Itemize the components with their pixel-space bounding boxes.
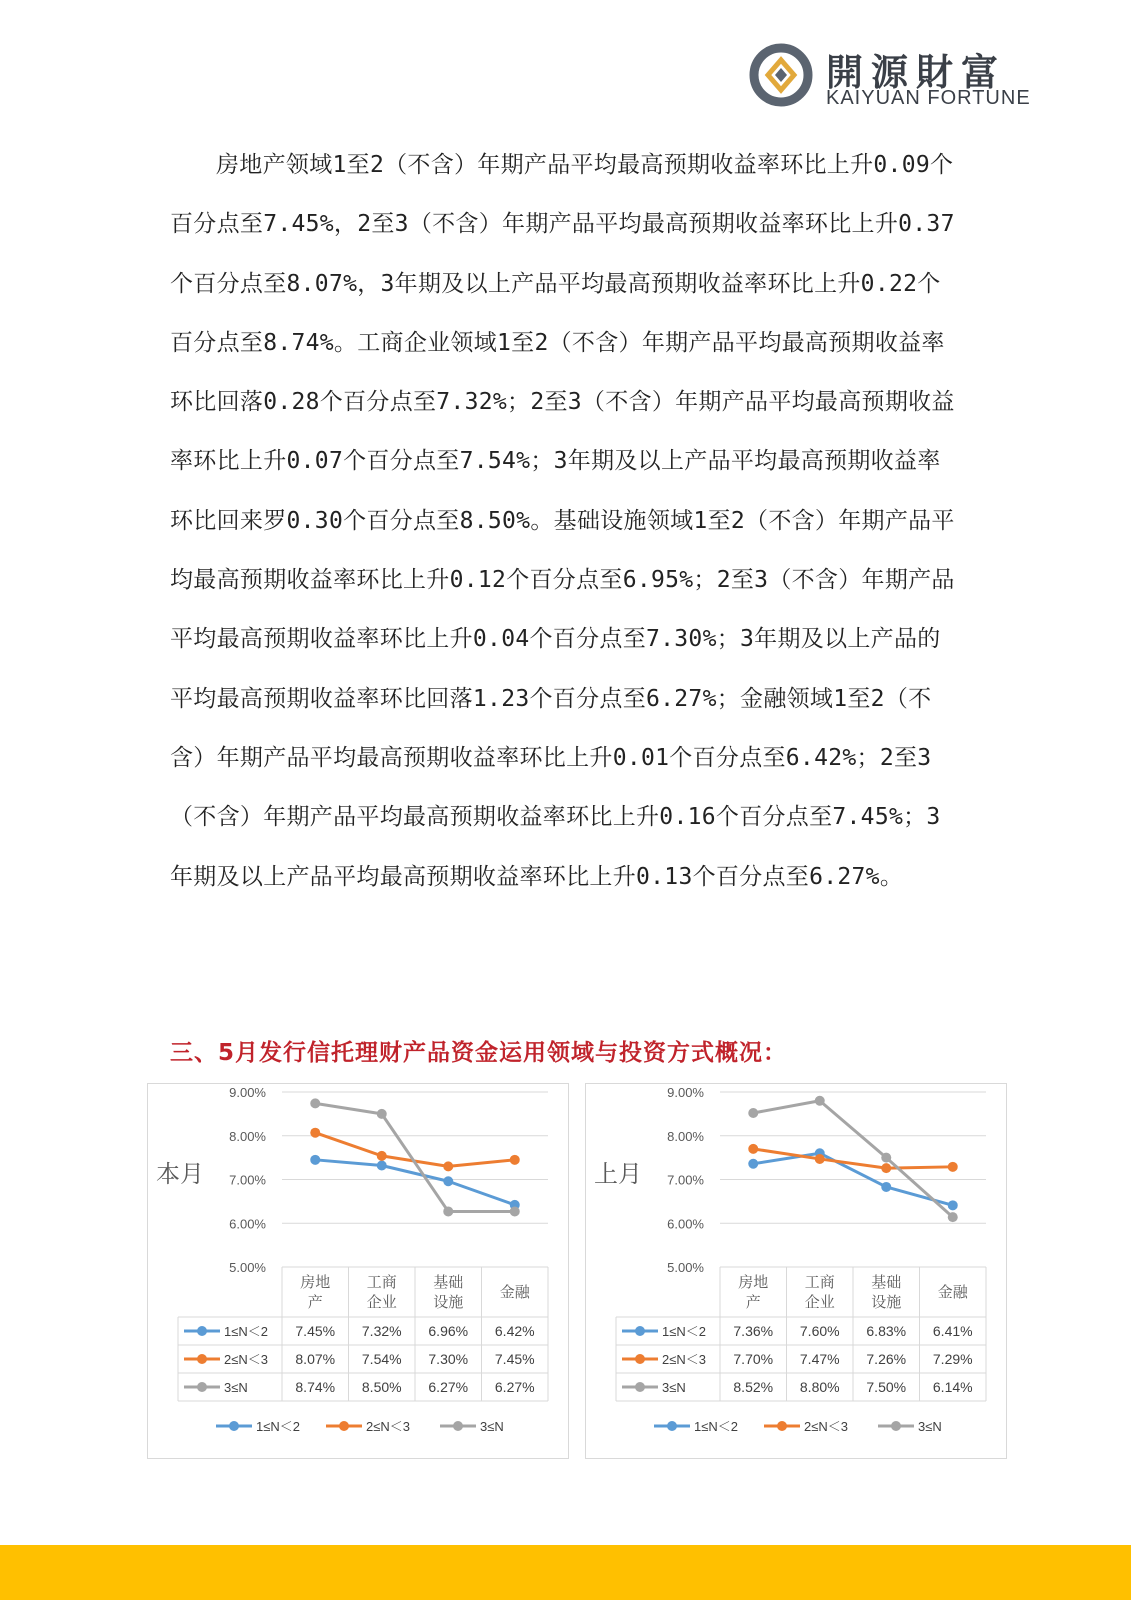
legend-label: 1≤N＜2 [256, 1419, 300, 1434]
series-name: 1≤N＜2 [224, 1324, 268, 1339]
table-legend-marker [635, 1354, 645, 1364]
category-label: 金融 [937, 1283, 968, 1301]
category-label: 基础 [433, 1273, 464, 1291]
data-label: 7.45% [494, 1351, 535, 1367]
legend-marker [777, 1421, 787, 1431]
data-point [443, 1161, 453, 1171]
series-name: 3≤N [224, 1380, 248, 1395]
data-point [881, 1182, 891, 1192]
series-name: 2≤N＜3 [224, 1352, 268, 1367]
chart-previous-month-svg [586, 1084, 1006, 1458]
data-label: 7.30% [428, 1351, 469, 1367]
data-point [815, 1096, 825, 1106]
data-point [748, 1108, 758, 1118]
legend-marker [453, 1421, 463, 1431]
legend-label: 2≤N＜3 [804, 1419, 848, 1434]
data-point [748, 1159, 758, 1169]
data-point [310, 1155, 320, 1165]
category-label: 企业 [804, 1293, 835, 1311]
category-label: 产 [307, 1293, 323, 1311]
data-label: 7.26% [866, 1351, 907, 1367]
kaiyuan-logo-icon [748, 42, 814, 108]
y-tick-label: 9.00% [667, 1085, 704, 1100]
table-legend-marker [635, 1326, 645, 1336]
data-point [310, 1098, 320, 1108]
data-label: 6.14% [932, 1379, 973, 1395]
data-label: 8.80% [799, 1379, 840, 1395]
data-label: 7.29% [932, 1351, 973, 1367]
data-label: 8.52% [733, 1379, 774, 1395]
data-label: 8.50% [361, 1379, 402, 1395]
data-label: 7.50% [866, 1379, 907, 1395]
data-point [748, 1144, 758, 1154]
data-point [443, 1176, 453, 1186]
series-name: 3≤N [662, 1380, 686, 1395]
y-tick-label: 9.00% [229, 1085, 266, 1100]
category-label: 房地 [300, 1273, 331, 1291]
legend-marker [339, 1421, 349, 1431]
brand-logo [748, 42, 1048, 112]
legend-marker [229, 1421, 239, 1431]
data-label: 7.70% [733, 1351, 774, 1367]
data-label: 7.60% [799, 1323, 840, 1339]
data-point [948, 1200, 958, 1210]
data-label: 6.27% [494, 1379, 535, 1395]
data-point [310, 1128, 320, 1138]
legend-marker [667, 1421, 677, 1431]
data-label: 6.83% [866, 1323, 907, 1339]
legend-label: 3≤N [918, 1419, 942, 1434]
data-label: 7.36% [733, 1323, 774, 1339]
category-label: 房地 [738, 1273, 769, 1291]
table-legend-marker [635, 1382, 645, 1392]
category-label: 设施 [433, 1293, 464, 1311]
data-label: 7.47% [799, 1351, 840, 1367]
data-point [815, 1154, 825, 1164]
chart-title: 本月 [156, 1160, 204, 1188]
brand-name-en: KAIYUAN FORTUNE [826, 87, 1031, 109]
chart-current-month [147, 1083, 569, 1459]
data-label: 6.42% [494, 1323, 535, 1339]
category-label: 设施 [871, 1293, 902, 1311]
data-point [881, 1163, 891, 1173]
legend-label: 3≤N [480, 1419, 504, 1434]
y-tick-label: 6.00% [667, 1216, 704, 1232]
chart-previous-month [585, 1083, 1007, 1459]
category-label: 产 [745, 1293, 761, 1311]
data-label: 8.07% [295, 1351, 336, 1367]
chart-current-month-svg [148, 1084, 568, 1458]
y-tick-label: 5.00% [667, 1260, 704, 1275]
legend-label: 1≤N＜2 [694, 1419, 738, 1434]
series-name: 1≤N＜2 [662, 1324, 706, 1339]
y-tick-label: 8.00% [229, 1128, 266, 1144]
category-label: 工商 [366, 1273, 397, 1291]
y-tick-label: 7.00% [667, 1172, 704, 1188]
data-label: 7.32% [361, 1323, 402, 1339]
footer-bar [0, 1545, 1131, 1600]
data-point [510, 1206, 520, 1216]
legend-marker [891, 1421, 901, 1431]
data-label: 7.45% [295, 1323, 336, 1339]
data-label: 6.27% [428, 1379, 469, 1395]
category-label: 金融 [499, 1283, 530, 1301]
table-legend-marker [197, 1354, 207, 1364]
data-point [881, 1153, 891, 1163]
series-name: 2≤N＜3 [662, 1352, 706, 1367]
data-point [377, 1109, 387, 1119]
category-label: 企业 [366, 1293, 397, 1311]
y-tick-label: 7.00% [229, 1172, 266, 1188]
data-point [377, 1151, 387, 1161]
data-point [510, 1155, 520, 1165]
data-label: 7.54% [361, 1351, 402, 1367]
data-point [948, 1162, 958, 1172]
data-point [443, 1206, 453, 1216]
body-text [170, 136, 960, 907]
data-label: 8.74% [295, 1379, 336, 1395]
table-legend-marker [197, 1382, 207, 1392]
category-label: 基础 [871, 1273, 902, 1291]
chart-title: 上月 [594, 1160, 642, 1188]
y-tick-label: 8.00% [667, 1128, 704, 1144]
legend-label: 2≤N＜3 [366, 1419, 410, 1434]
category-label: 工商 [804, 1273, 835, 1291]
data-point [377, 1161, 387, 1171]
y-tick-label: 6.00% [229, 1216, 266, 1232]
section-title: 三、5月发行信托理财产品资金运用领域与投资方式概况： [170, 1040, 788, 1066]
brand-name-cn: 開源財富 [826, 51, 1006, 94]
y-tick-label: 5.00% [229, 1260, 266, 1275]
data-point [948, 1212, 958, 1222]
data-label: 6.96% [428, 1323, 469, 1339]
data-label: 6.41% [932, 1323, 973, 1339]
table-legend-marker [197, 1326, 207, 1336]
body-paragraph: 房地产领域1至2（不含）年期产品平均最高预期收益率环比上升0.09个百分点至7.45%，2至3（不含）年期产品平均最高预期收益率环比上升0.37个百分点至8.07%，3年期及以上产品平均最高预期收益率环比上升0.22个百分点至8.74%。工商企业领域1至2（不含）年期产品平均最高预期收益率环比回落0.28个百分点至7.32%；2至3（不含）年期产品平均最高预期收益率环比上升0.07个百分点至7.54%；3年期及以上产品平均最高预期收益率环比回来罗0.30个百分点至8.50%。基础设施领域1至2（不含）年期产品平均最高预期收益率环比上升0.12个百分点至6.95%；2至3（不含）年期产品平均最高预期收益率环比上升0.04个百分点至7.30%；3年期及以上产品的平均最高预期收益率环比回落1.23个百分点至6.27%；金融领域1至2（不含）年期产品平均最高预期收益率环比上升0.01个百分点至6.42%；2至3（不含）年期产品平均最高预期收益率环比上升0.16个百分点至7.45%；3年期及以上产品平均最高预期收益率环比上升0.13个百分点至6.27%。 [170, 152, 955, 890]
series-line [315, 1160, 515, 1205]
